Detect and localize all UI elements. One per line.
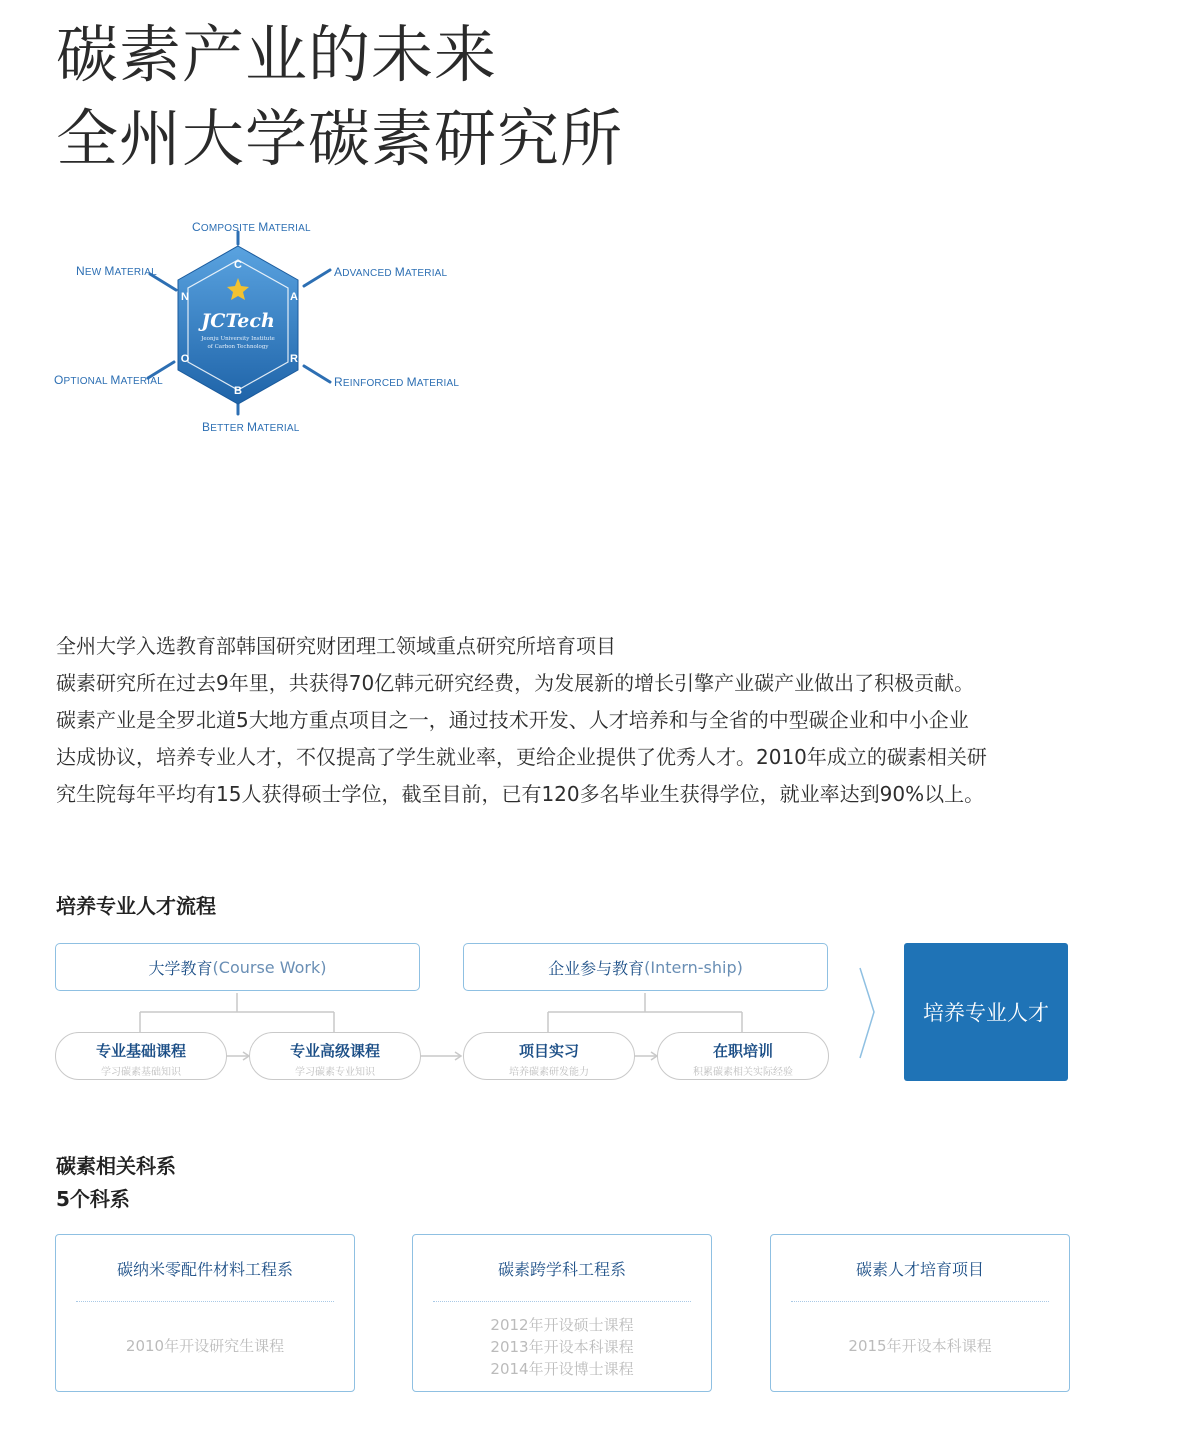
card-divider [791,1301,1049,1302]
flow-step-subtitle: 学习碳素基础知识 [101,1067,181,1078]
department-card-interdisciplinary [412,1234,712,1392]
card-divider [76,1301,334,1302]
label-optional-material: OPTIONAL MATERIAL [54,373,163,387]
flow-step-title: 在职培训 [712,1042,773,1060]
hex-letter-n: N [181,291,189,303]
logo-subtitle-line-1: Jeonju University Institute [201,336,275,342]
hex-letter-c: C [234,259,242,271]
stage-course-work [55,943,420,991]
department-card-line: 2010年开设研究生课程 [125,1337,285,1355]
department-card-talent-program [770,1234,1070,1392]
stage-course-work-en: (Course Work) [212,957,327,977]
flow-step-subtitle: 积累碳素相关实际经验 [693,1067,793,1078]
logo-wordmark: JCTech [201,310,275,332]
flow-step-title: 专业基础课程 [95,1042,186,1060]
jctech-hexagon-logo [40,210,460,440]
logo-subtitle-line-2: of Carbon Technology [207,344,269,350]
page-title-line-1: 碳素产业的未来 [56,18,498,91]
department-card-title: 碳素人才培育项目 [855,1260,984,1279]
department-card-line: 2012年开设硕士课程 [490,1316,634,1334]
stage-internship-label: 企业参与教育 [548,958,645,978]
department-card-title: 碳纳米零配件材料工程系 [116,1260,293,1279]
department-card-line: 2013年开设本科课程 [490,1338,634,1356]
intro-line-3: 碳素产业是全罗北道5大地方重点项目之一，通过技术开发、人才培养和与全省的中型碳企业和中小企业 [56,708,969,732]
flow-step-subtitle: 学习碳素专业知识 [295,1067,375,1078]
hex-letter-b: B [234,385,242,397]
hex-letter-o: O [180,353,190,365]
stage-course-work-label: 大学教育 [148,958,213,978]
flow-section-title: 培养专业人才流程 [56,894,216,918]
flow-step-title: 项目实习 [518,1042,579,1060]
label-advanced-material: ADVANCED MATERIAL [334,265,448,279]
label-better-material: BETTER MATERIAL [202,420,300,434]
department-card-line: 2015年开设本科课程 [848,1337,992,1355]
flow-step-on-job-training [657,1032,829,1080]
intro-line-1: 全州大学入选教育部韩国研究财团理工领域重点研究所培育项目 [56,634,616,658]
department-card-nano-parts [55,1234,355,1392]
label-reinforced-material: REINFORCED MATERIAL [334,375,460,389]
hex-letter-r: R [290,353,298,365]
hex-letter-a: A [290,291,298,303]
jctech-logo-diagram [40,210,460,440]
intro-paragraph [56,628,1136,813]
intro-line-5: 究生院每年平均有15人获得硕士学位，截至目前，已有120多名毕业生获得学位，就业率达到90%以上。 [56,782,985,806]
stage-internship [463,943,828,991]
intro-line-4: 达成协议，培养专业人才，不仅提高了学生就业率，更给企业提供了优秀人才。2010年成立的碳素相关研 [56,745,987,769]
departments-count: 5个科系 [56,1187,130,1211]
card-divider [433,1301,691,1302]
department-card-title: 碳素跨学科工程系 [497,1260,626,1279]
stage-internship-en: (Intern-ship) [644,957,743,977]
flow-result-box: 培养专业人才 [904,943,1068,1081]
departments-section-title: 碳素相关科系 [56,1154,176,1178]
flow-step-subtitle: 培养碳素研发能力 [509,1067,589,1078]
page-title-line-2: 全州大学碳素研究所 [56,102,624,175]
intro-line-2: 碳素研究所在过去9年里，共获得70亿韩元研究经费，为发展新的增长引擎产业碳产业做出了积极贡献。 [56,671,975,695]
flow-step-basic-course [55,1032,227,1080]
flow-step-title: 专业高级课程 [289,1042,380,1060]
department-card-line: 2014年开设博士课程 [490,1360,634,1378]
label-composite-material: COMPOSITE MATERIAL [192,220,311,234]
flow-step-advanced-course [249,1032,421,1080]
label-new-material: NEW MATERIAL [76,264,157,278]
chevron-right-icon [860,968,874,1058]
flow-step-project-practice [463,1032,635,1080]
